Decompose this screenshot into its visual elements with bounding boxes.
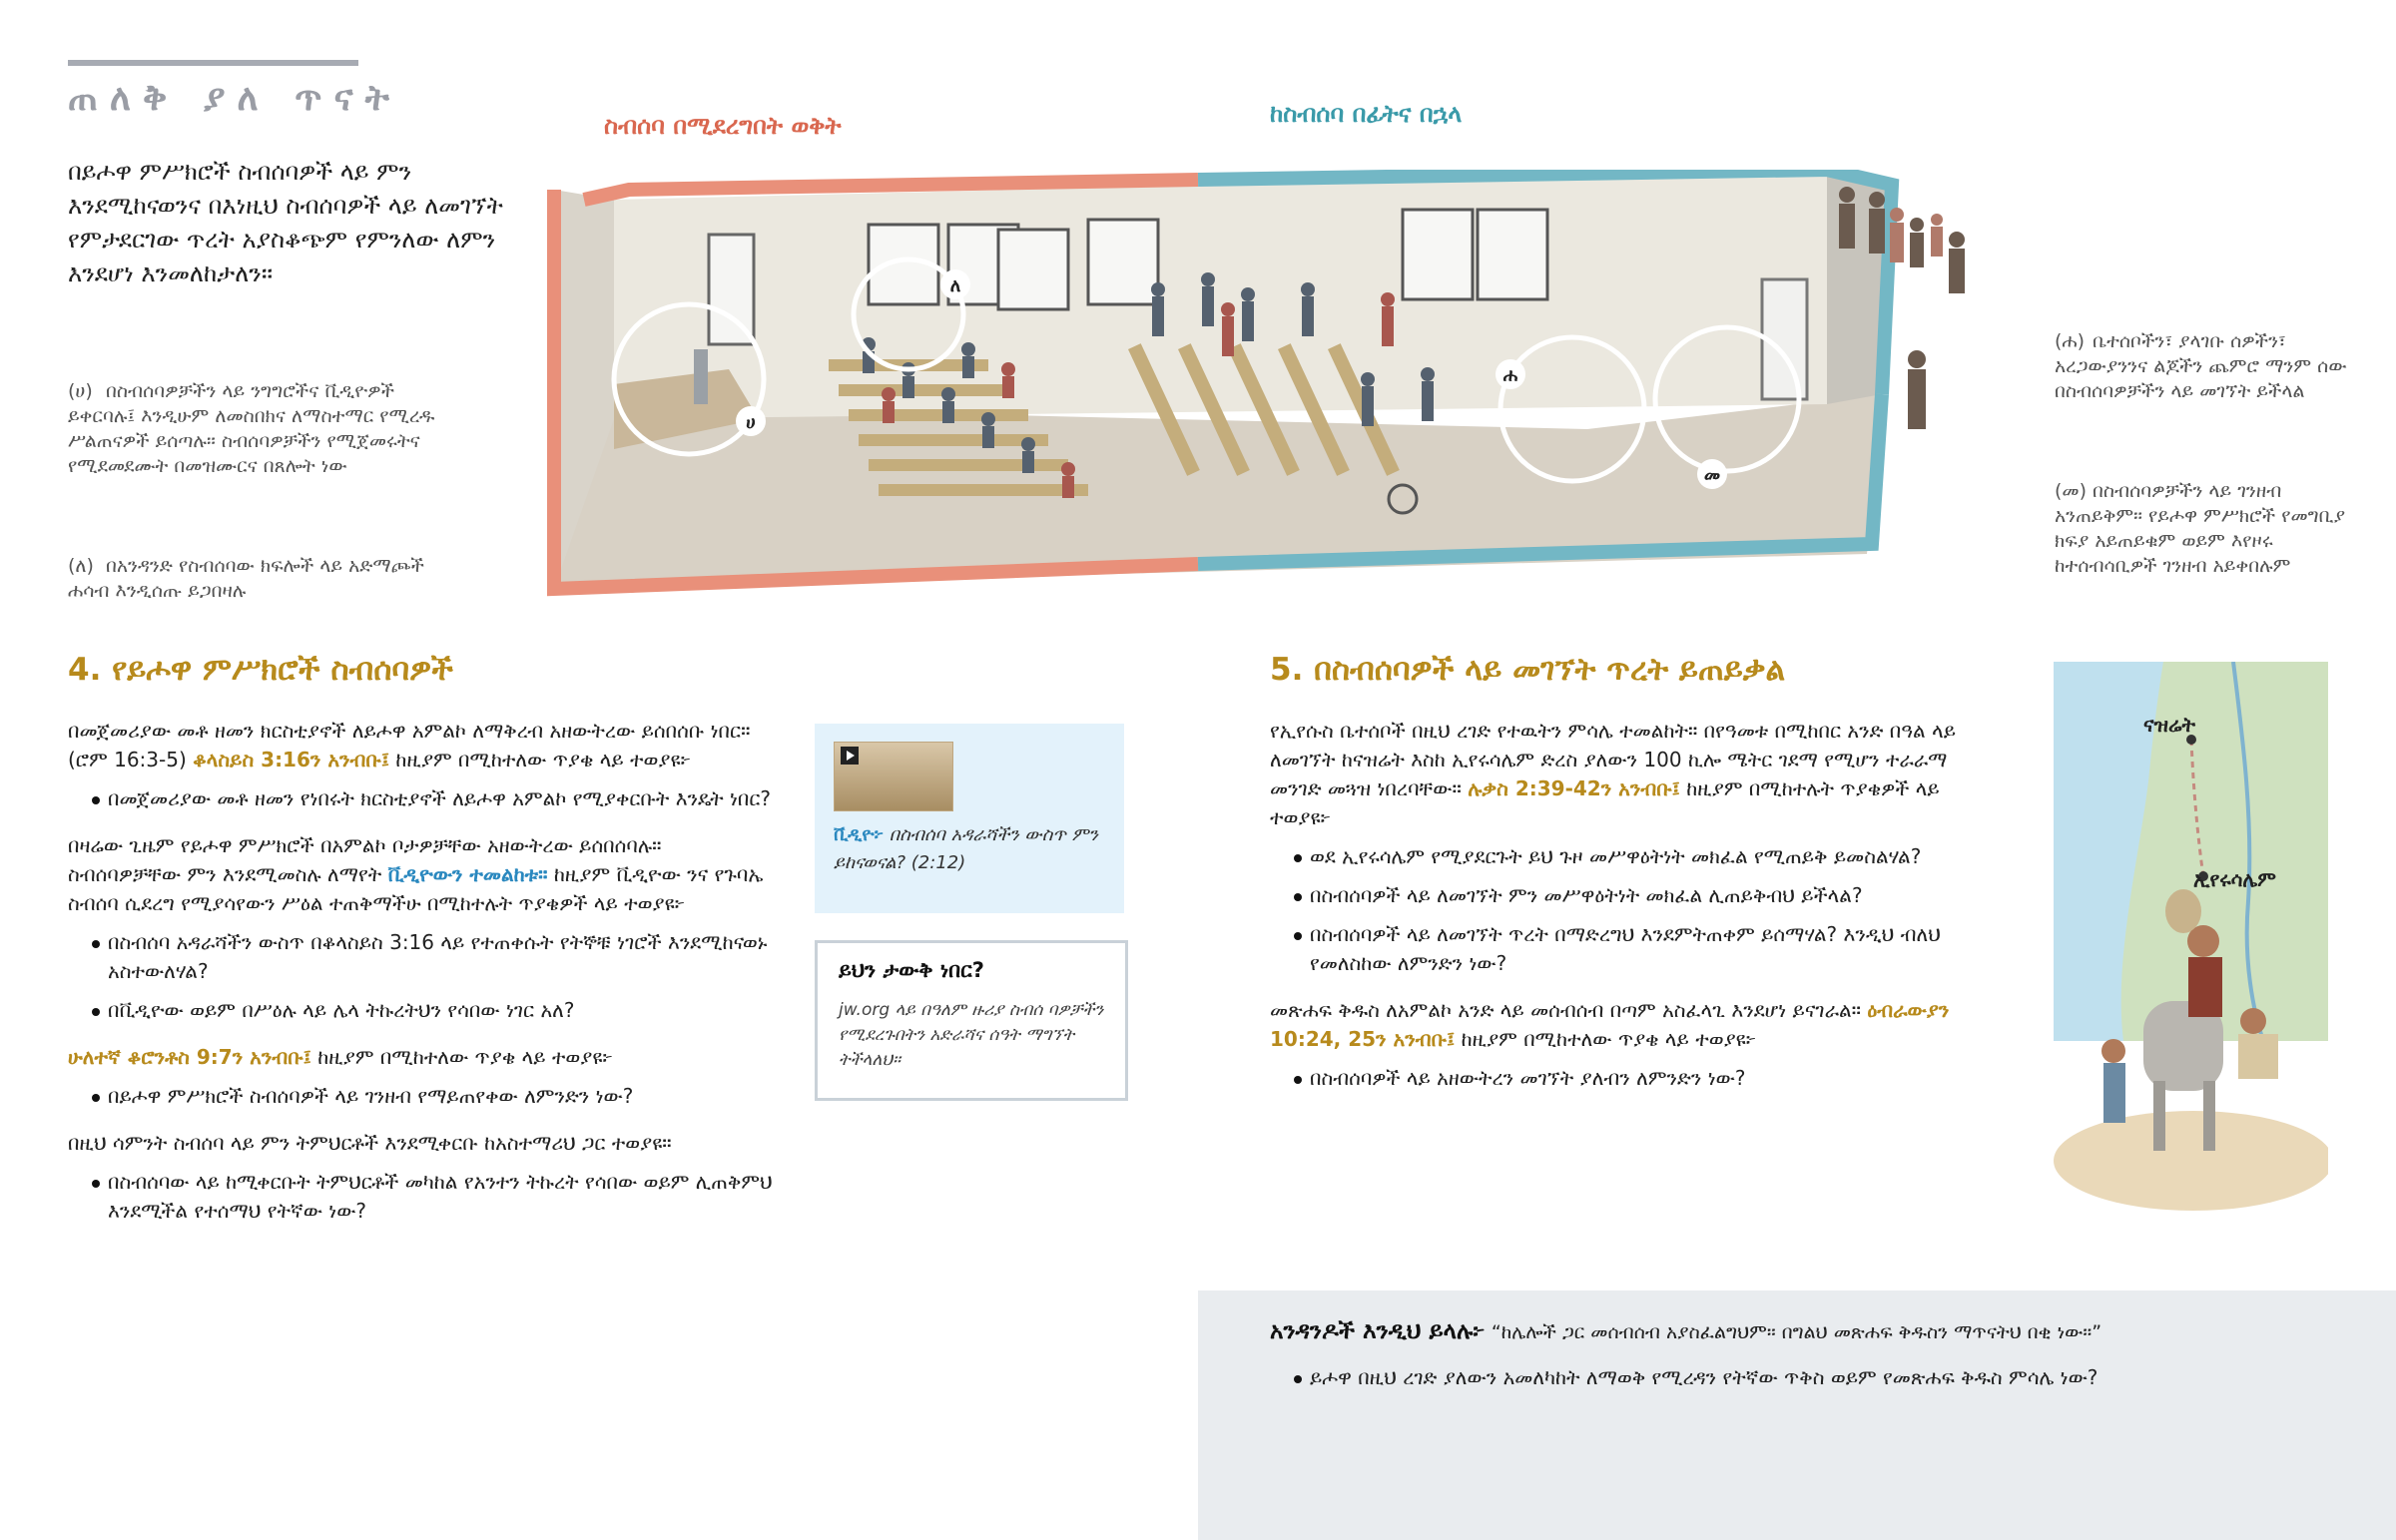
question-s5-1: ወደ ኢየሩሳሌም የሚያደርጉት ይህ ጉዞ መሥዋዕትነት መክፈል የሚጠይቅ ይመስልሃል?: [1270, 842, 1969, 871]
section4-p2-text: በዛሬው ጊዜም የይሖዋ ምሥክሮች በአምልኮ ቦታዎቻቸው አዘውትረው ይሰበሰባሉ። ስብሰባዎቻቸው ምን እንደሚመስሉ ለማየት: [68, 833, 662, 886]
note-d-text: በስብሰባዎቻችን ላይ ገንዘብ አንጠይቅም። የይሖዋ ምሥክሮች የመግቢያ ክፍያ አይጠይቁም ወይም እየዞሩ ከተሰብሳቢዎች ገንዘብ አይቀበሉም: [2055, 480, 2346, 577]
top-rule: [68, 60, 358, 66]
did-you-know-title: ይህን ታውቅ ነበር?: [839, 958, 984, 982]
marker-d: መ: [1703, 465, 1721, 486]
some-say-quote: “ከሌሎች ጋር መሰብሰብ አያስፈልግህም። በግልህ መጽሐፍ ቅዱስን ማጥናትህ በቂ ነው።”: [1491, 1321, 2102, 1343]
question-s5-2: በስብሰባዎች ላይ ለመገኘት ምን መሥዋዕትነት መክፈል ሊጠይቅብህ ይችላል?: [1270, 881, 1969, 910]
note-a-marker: (ሀ): [68, 380, 93, 402]
section5-p1-post: ከዚያም በሚከተሉት ጥያቄዎች ላይ ተወያዩ፦: [1270, 776, 1940, 829]
section5-body: [1270, 717, 1969, 1103]
video-label: ቪዲዮ፦: [834, 824, 885, 845]
did-you-know-text: jw.org ላይ በዓለም ዙሪያ ስብሰ ባዎቻችን የሚደረጉበትን አድራሻና ሰዓት ማግኘት ትችላለህ።: [839, 1000, 1104, 1070]
section4-p2-post: ከዚያም ቪዲዮው ንና የጉባኤ ስብሰባ ሲደረግ የሚያሳየውን ሥዕል ተጠቅማችሁ በሚከተሉት ጥያቄዎች ላይ ተወያዩ፦: [68, 862, 764, 915]
section5-p2-post: ከዚያም በሚከተለው ጥያቄ ላይ ተወያዩ፦: [1461, 1027, 1757, 1051]
question-5: በስብሰባው ላይ ከሚቀርቡት ትምህርቶች መካከል የአንተን ትኩረት የሳበው ወይም ሊጠቅምህ እንደሚችል የተሰማህ የትኛው ነው?: [68, 1168, 777, 1226]
scripture-link-colossians[interactable]: ቆላስይስ 3:16ን አንብቡ፤: [193, 748, 390, 771]
scripture-link-hebrews[interactable]: ዕብራውያን 10:24, 25ን አንብቡ፤: [1270, 998, 1950, 1051]
section4-p4: በዚህ ሳምንት ስብሰባ ላይ ምን ትምህርቶች እንደሚቀርቡ ከአስተማሪህ ጋር ተወያዩ።: [68, 1131, 672, 1155]
label-before-after: ከስብሰባ በፊትና በኋላ: [1270, 100, 1463, 128]
section4-heading: 4. የይሖዋ ምሥክሮች ስብሰባዎች: [68, 652, 453, 688]
some-say-label: አንዳንዶች እንዲህ ይላሉ፦: [1270, 1318, 1486, 1344]
question-4: በይሖዋ ምሥክሮች ስብሰባዎች ላይ ገንዘብ የማይጠየቀው ለምንድን ነው?: [68, 1082, 777, 1111]
scripture-link-luke[interactable]: ሉቃስ 2:39-42ን አንብቡ፤: [1468, 776, 1680, 800]
section4-p1-post: ከዚያም በሚከተለው ጥያቄ ላይ ተወያዩ፦: [395, 748, 692, 771]
section4-p1-text: በመጀመሪያው መቶ ዘመን ክርስቲያኖች ለይሖዋ አምልኮ ለማቅረብ አዘውትረው ይሰበሰቡ ነበር። (ሮም 16:3-5): [68, 719, 751, 771]
note-c-text: ቤተሰቦችን፣ ያላገቡ ሰዎችን፣ አረጋውያንንና ልጆችን ጨምሮ ማንም ሰው በስብሰባዎቻችን ላይ መገኘት ይችላል: [2055, 330, 2347, 402]
section5-p2: [1270, 996, 1969, 1054]
section5-heading: 5. በስብሰባዎች ላይ መገኘት ጥረት ይጠይቃል: [1270, 652, 1786, 688]
section5-p1-text: የኢየሱስ ቤተሰቦች በዚህ ረገድ የተዉትን ምሳሌ ተመልከት። በየዓመቱ በሚከበር አንድ በዓል ላይ ለመገኘት ከናዝሬት እስከ ኢየሩሳሌም ድረስ ያለውን 100 ኪሎ ሜትር ገደማ የሚሆን ተራራማ መንገድ መጓዝ ነበረባቸው።: [1270, 719, 1956, 800]
some-say-line: [1270, 1317, 2368, 1347]
note-a: [68, 379, 447, 479]
marker-b: ለ: [949, 275, 961, 296]
map-city-nazareth: ናዝሬት: [2143, 713, 2195, 737]
note-b: [68, 554, 447, 604]
deep-study-title: ጠለቅ ያለ ጥናት: [68, 78, 401, 119]
section4-body: [68, 717, 777, 1236]
section4-p3-post: ከዚያም በሚከተለው ጥያቄ ላይ ተወያዩ፦: [317, 1045, 613, 1069]
video-caption-text: በስብሰባ አዳራሻችን ውስጥ ምን ይከናወናል? (2:12): [834, 824, 1098, 873]
section5-p2-text: መጽሐፍ ቅዱስ ለአምልኮ አንድ ላይ መሰብሰብ በጣም አስፈላጊ እንደሆነ ይናገራል።: [1270, 998, 1861, 1022]
note-d-marker: (መ): [2055, 480, 2088, 502]
question-s5-4: በስብሰባዎች ላይ አዘውትረን መገኘት ያለብን ለምንድን ነው?: [1270, 1064, 1969, 1093]
some-say-question: ይሖዋ በዚህ ረገድ ያለውን አመለካከት ለማወቅ የሚረዳን የትኛው ጥቅስ ወይም የመጽሐፍ ቅዱስ ምሳሌ ነው?: [1270, 1363, 2368, 1392]
video-caption[interactable]: [834, 821, 1113, 877]
note-c: [2055, 329, 2374, 404]
section4-p2: [68, 831, 777, 918]
kingdom-hall-illustration: [529, 170, 1902, 599]
note-a-text: በስብሰባዎቻችን ላይ ንግግሮችና ቪዲዮዎች ይቀርባሉ፤ እንዲሁም ለመስበክና ለማስተማር የሚረዱ ሥልጠናዎች ይሰጣሉ። ስብሰባዎቻችን የሚጀመሩትና የሚደመደሙት በመዝሙርና በጸሎት ነው: [68, 380, 435, 477]
scripture-link-2corinthians[interactable]: ሁለተኛ ቆሮንቶስ 9:7ን አንብቡ፤: [68, 1045, 311, 1069]
map-city-jerusalem: ኢየሩሳሌም: [2193, 867, 2276, 891]
intro-text: በይሖዋ ምሥክሮች ስብሰባዎች ላይ ምን እንደሚከናወንና በእነዚህ ስብሰባዎች ላይ ለመገኘት የምታደርገው ጥረት አያስቆጭም የምንለው ለምን እንደሆነ እንመለከታለን።: [68, 158, 503, 287]
question-3: በቪዲዮው ወይም በሥዕሉ ላይ ሌላ ትኩረትህን የሳበው ነገር አለ?: [68, 996, 777, 1025]
back-wall: [614, 170, 1827, 419]
note-c-marker: (ሐ): [2055, 330, 2086, 352]
marker-c: ሐ: [1502, 365, 1518, 386]
marker-a: ሀ: [746, 412, 756, 433]
play-icon[interactable]: [841, 747, 859, 765]
section4-p3: [68, 1043, 777, 1072]
question-1: በመጀመሪያው መቶ ዘመን የነበሩት ክርስቲያኖች ለይሖዋ አምልኮ የሚያቀርቡት እንዴት ነበር?: [68, 784, 777, 813]
note-b-text: በአንዳንድ የስብሰባው ክፍሎች ላይ አድማጮች ሐሳብ እንዲሰጡ ይጋበዛሉ: [68, 555, 424, 602]
label-during-meeting: ስብሰባ በሚደረግበት ወቅት: [604, 112, 842, 140]
section5-p1: [1270, 717, 1969, 832]
arriving-people-illustration: [1817, 170, 2017, 479]
note-b-marker: (ለ): [68, 555, 94, 577]
note-d: [2055, 479, 2374, 579]
journey-map-illustration: [2054, 662, 2328, 1221]
question-2: በስብሰባ አዳራሻችን ውስጥ በቆላስይስ 3:16 ላይ የተጠቀሱት የትኞቹ ነገሮች እንደሚከናወኑ አስተውለሃል?: [68, 928, 777, 986]
some-say-section: [1270, 1317, 2368, 1412]
question-s5-3: በስብሰባዎች ላይ ለመገኘት ጥረት በማድረግህ እንደምትጠቀም ይሰማሃል? እንዲህ ብለህ የመለስከው ለምንድን ነው?: [1270, 920, 1969, 978]
section4-p1: [68, 717, 777, 774]
video-link[interactable]: ቪዲዮውን ተመልከቱ።: [387, 862, 548, 886]
